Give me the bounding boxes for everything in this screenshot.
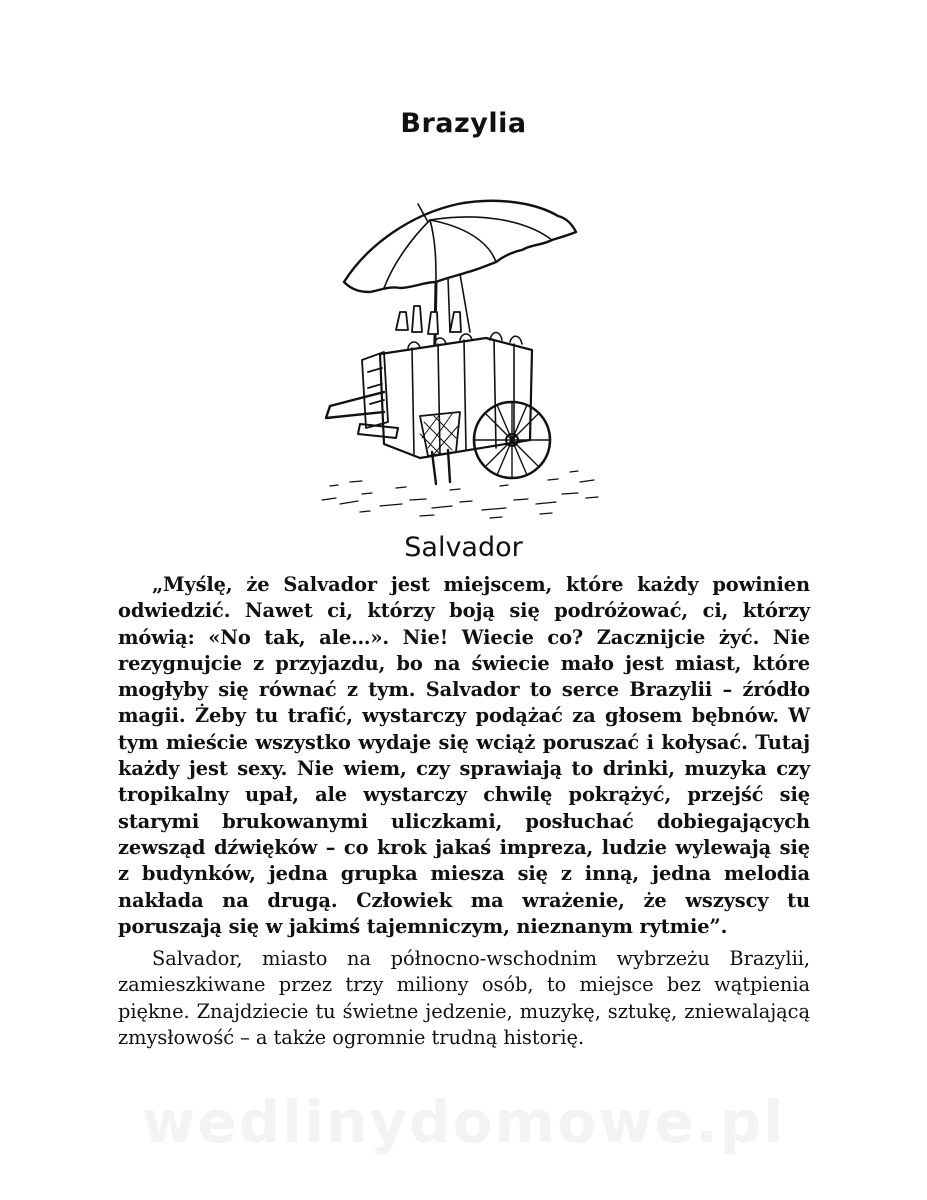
body-text — [118, 572, 810, 1051]
section-title: Salvador — [404, 532, 523, 563]
watermark: wedlinydomowe.pl — [141, 1088, 786, 1156]
quote-paragraph: „Myślę, że Salvador jest miejscem, które każdy powinien odwiedzić. Nawet ci, którzy boją się podróżować, ci, którzy mówią: «No tak, ale…». Nie! Wiecie co? Zacznijcie żyć. Nie rezygnujcie z przyjazdu, bo na świecie mało jest miast, które mogłyby się równać z tym. Salvador to serce Brazylii – źródło magii. Żeby tu trafić, wystarczy podążać za głosem bębnów. W tym mieście wszystko wydaje się wciąż poruszać i kołysać. Tutaj każdy jest sexy. Nie wiem, czy sprawiają to drinki, muzyka czy tropikalny upał, ale wystarczy chwilę pokrążyć, przejść się starymi brukowanymi uliczkami, posłuchać dobiegających zewsząd dźwięków – co krok jakaś impreza, ludzie wylewają się z budynków, jedna grupka miesza się z inną, jedna melodia nakłada na drugą. Człowiek ma wrażenie, że wszyscy tu poruszają się w jakimś tajemniczym, nieznanym rytmie”. — [118, 573, 810, 938]
description-paragraph: Salvador, miasto na północno-wschodnim wybrzeżu Brazylii, zamieszkiwane przez trzy miliony osób, to miejsce bez wątpienia piękne. Znajdziecie tu świetne jedzenie, muzykę, sztukę, zniewalającą zmysłowość – a także ogromnie trudną historię. — [118, 947, 810, 1050]
page-title: Brazylia — [400, 108, 527, 139]
umbrella-street-cart-illustration — [300, 182, 630, 527]
